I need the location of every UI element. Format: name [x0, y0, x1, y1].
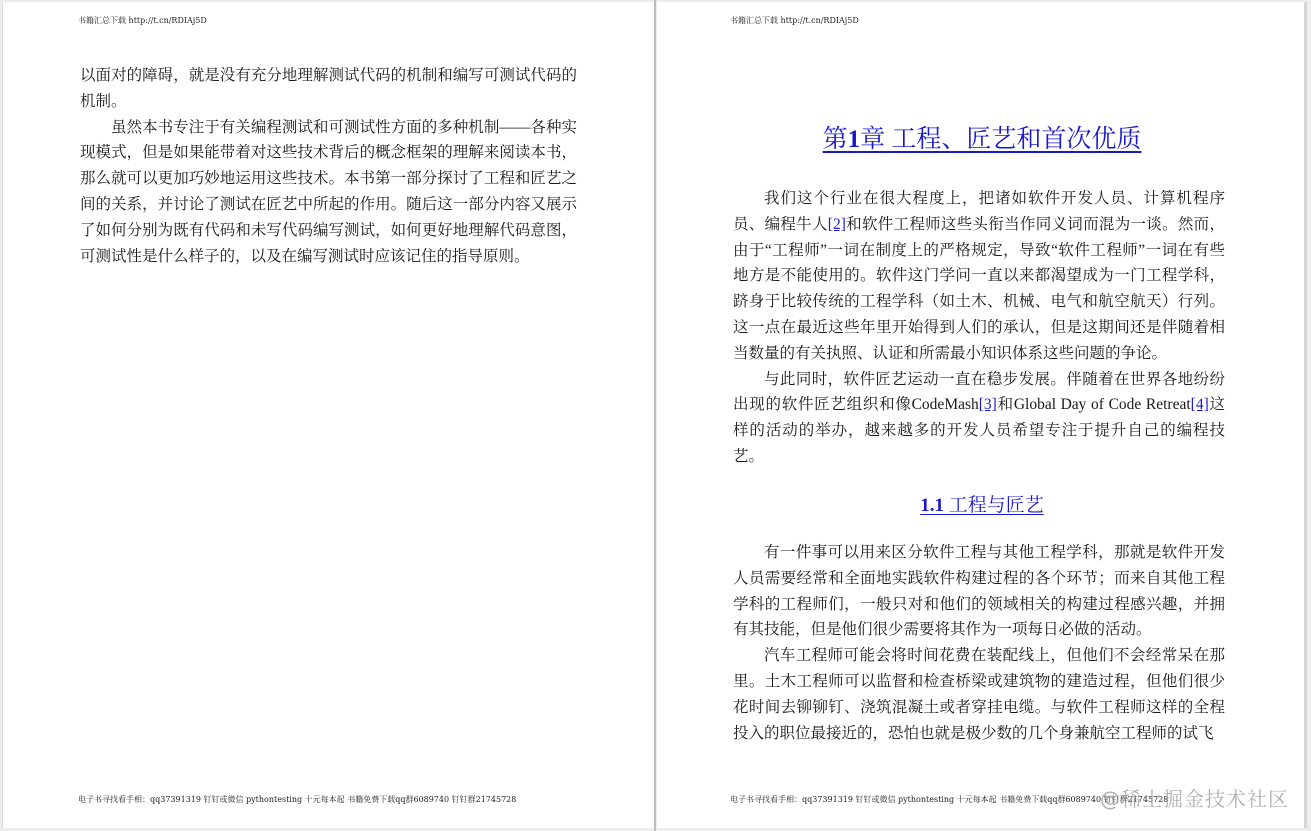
page-divider	[654, 0, 656, 831]
paragraph	[733, 367, 1225, 470]
watermark: @稀土掘金技术社区	[1100, 787, 1289, 811]
text-segment: 与此同时，软件匠艺运动一直在稳步发展。伴随着在世界各地纷纷出现的软件匠艺组织和像CodeMash	[733, 370, 1225, 414]
text-segment: 我们这个行业在很大程度上，把诸如软件开发人员、计算机程序员、编程牛人	[733, 190, 1225, 233]
page-footer: 电子书寻找看手相：qq37391319 钉钉或微信 pythontesting 十元每本起 书籍免费下载qq群6089740 钉钉群21745728	[730, 795, 1169, 804]
footnote-link-2[interactable]: [2]	[827, 215, 846, 233]
page-body	[80, 63, 577, 269]
footnote-link-3[interactable]: [3]	[978, 396, 997, 414]
paragraph: 以面对的障碍，就是没有充分地理解测试代码的机制和编写可测试代码的机制。	[80, 67, 577, 110]
page-footer: 电子书寻找看手相：qq37391319 钉钉或微信 pythontesting 十元每本起 书籍免费下载qq群6089740 钉钉群21745728	[78, 795, 517, 804]
chapter-number: 1	[847, 126, 861, 153]
chapter-title-link[interactable]	[657, 119, 1307, 155]
chapter-prefix: 第	[822, 126, 848, 153]
page-header: 书籍汇总下载 http://t.cn/RDIAj5D	[730, 16, 859, 25]
section-number: 1.1	[920, 495, 944, 516]
section-title-link[interactable]	[657, 490, 1307, 517]
text-segment: 和Global Day of Code Retreat	[996, 396, 1191, 414]
section-body	[733, 540, 1225, 746]
paragraph: 汽车工程师可能会将时间花费在装配线上，但他们不会经常呆在那里。土木工程师可以监督和检查桥梁或建筑物的建造过程，但他们很少花时间去铆铆钉、浇筑混凝土或者穿挂电缆。与软件工程师这样的全程投入的职位最接近的，恐怕也就是极少数的几个身兼航空工程师的试飞	[733, 647, 1225, 742]
left-page	[2, 2, 654, 828]
page-header: 书籍汇总下载 http://t.cn/RDIAj5D	[78, 16, 207, 25]
section-title-text: 工程与匠艺	[943, 495, 1044, 516]
paragraph: 有一件事可以用来区分软件工程与其他工程学科，那就是软件开发人员需要经常和全面地实践软件构建过程的各个环节；而来自其他工程学科的工程师们，一般只对和他们的领域相关的构建过程感兴趣，并拥有其技能，但是他们很少需要将其作为一项每日必做的活动。	[733, 544, 1225, 639]
paragraph: 虽然本书专注于有关编程测试和可测试性方面的多种机制——各种实现模式，但是如果能带着对这些技术背后的概念框架的理解来阅读本书，那么就可以更加巧妙地运用这些技术。本书第一部分探讨了工程和匠艺之间的关系，并讨论了测试在匠艺中所起的作用。随后这一部分内容又展示了如何分别为既有代码和未写代码编写测试，如何更好地理解代码意图，可测试性是什么样子的，以及在编写测试时应该记住的指导原则。	[80, 118, 577, 265]
chapter-title-text: 章 工程、匠艺和首次优质	[860, 126, 1142, 153]
paragraph	[733, 186, 1225, 367]
text-segment: 和软件工程师这些头衔当作同义词而混为一谈。然而，由于“工程师”一词在制度上的严格规定，导致“软件工程师”一词在有些地方是不能使用的。软件这门学问一直以来都渴望成为一门工程学科，跻身于比较传统的工程学科（如土木、机械、电气和航空航天）行列。这一点在最近这些年里开始得到人们的承认，但是这期间还是伴随着相当数量的有关执照、认证和所需最小知识体系这些问题的争论。	[733, 215, 1225, 362]
text-segment: 这样的活动的举办，越来越多的开发人员希望专注于提升自己的编程技艺。	[733, 396, 1225, 465]
footnote-link-4[interactable]: [4]	[1190, 396, 1209, 414]
right-page	[657, 2, 1307, 828]
chapter-intro	[733, 186, 1225, 470]
